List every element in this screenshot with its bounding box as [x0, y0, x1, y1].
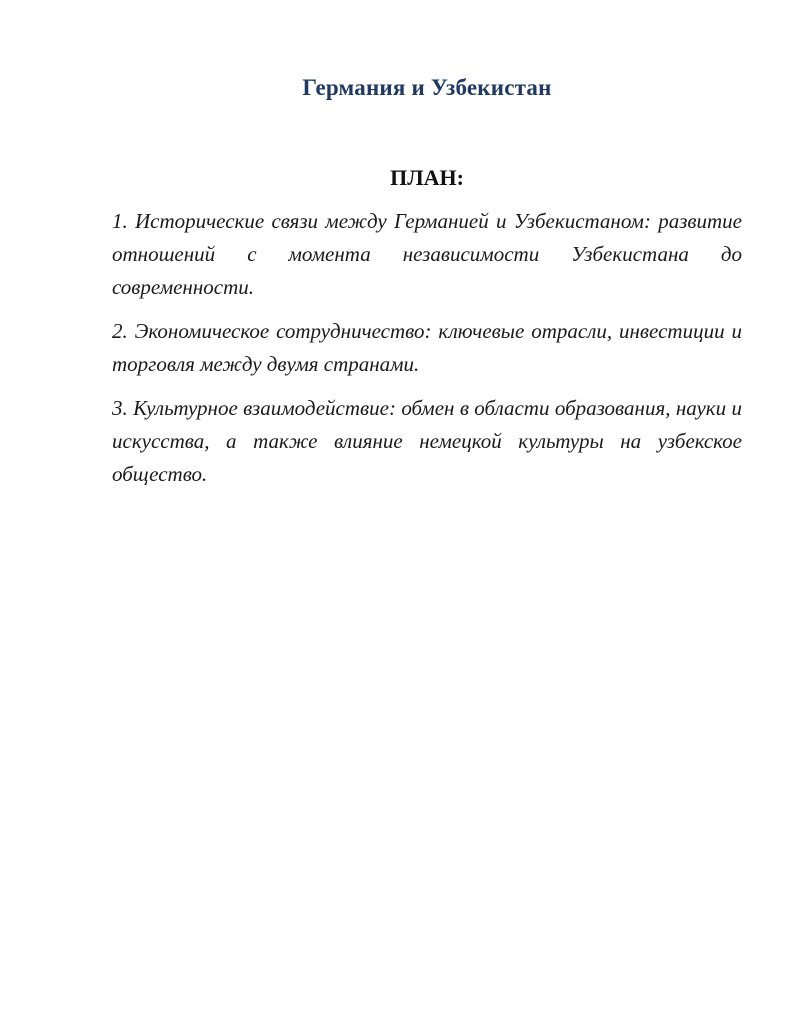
- plan-item-2: 2. Экономическое сотрудничество: ключевые отрасли, инвестиции и торговля между двумя странами.: [112, 319, 742, 376]
- plan-item-3: 3. Культурное взаимодействие: обмен в области образования, науки и искусства, а также влияние немецкой культуры на узбекское общество.: [112, 396, 742, 486]
- document-content: [0, 0, 800, 491]
- plan-item-1: 1. Исторические связи между Германией и Узбекистаном: развитие отношений с момента независимости Узбекистана до современности.: [112, 209, 742, 299]
- plan-heading: ПЛАН:: [390, 165, 464, 190]
- document-title: Германия и Узбекистан: [302, 75, 552, 100]
